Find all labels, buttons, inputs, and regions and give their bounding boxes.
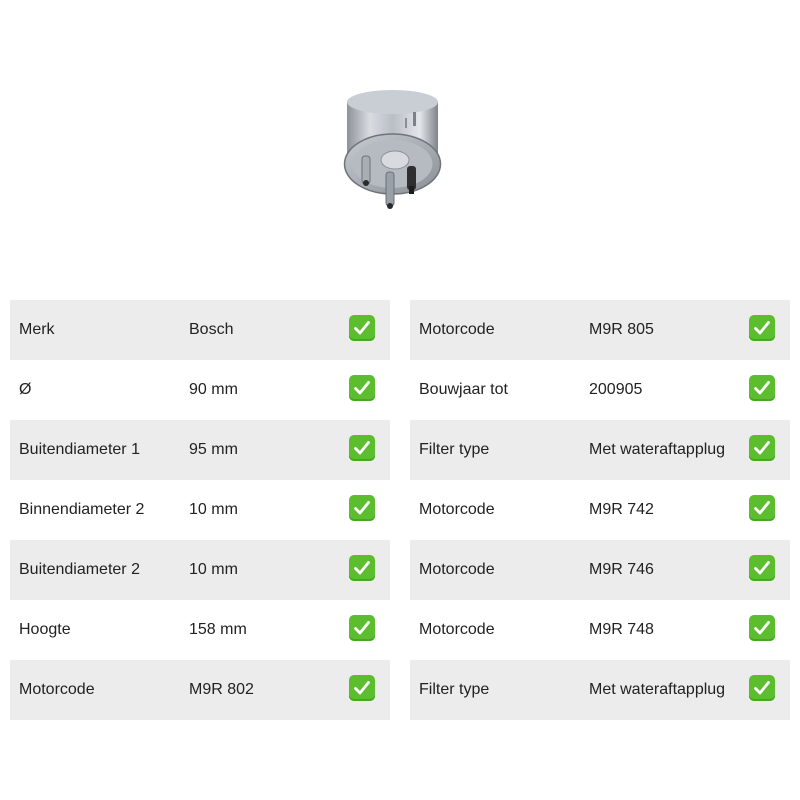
row-value: M9R 746 (589, 561, 654, 578)
row-value: 95 mm (189, 441, 238, 458)
row-label: Buitendiameter 2 (19, 561, 140, 578)
check-mark-icon (349, 435, 375, 461)
row-label: Hoogte (19, 621, 71, 638)
table-row (410, 480, 790, 540)
check-mark-icon (749, 615, 775, 641)
row-label: Bouwjaar tot (419, 381, 508, 398)
table-row (10, 360, 390, 420)
check-mark-icon (749, 495, 775, 521)
table-row (410, 420, 790, 480)
table-row (410, 540, 790, 600)
check-mark-icon (749, 555, 775, 581)
row-value: 200905 (589, 381, 643, 398)
table-row (10, 660, 390, 720)
row-label: Binnendiameter 2 (19, 501, 145, 518)
row-value: M9R 742 (589, 501, 654, 518)
row-label: Ø (19, 381, 32, 398)
row-label: Merk (19, 321, 55, 338)
fuel-filter-image (335, 82, 450, 222)
spec-table-right (410, 300, 790, 720)
check-mark-icon (749, 375, 775, 401)
row-value: Bosch (189, 321, 234, 338)
check-mark-icon (349, 555, 375, 581)
row-label: Motorcode (19, 681, 95, 698)
row-label: Buitendiameter 1 (19, 441, 140, 458)
row-value: 158 mm (189, 621, 247, 638)
table-row (10, 480, 390, 540)
check-mark-icon (749, 435, 775, 461)
row-value: 10 mm (189, 501, 238, 518)
row-label: Motorcode (419, 321, 495, 338)
row-value: 90 mm (189, 381, 238, 398)
spec-table-left (10, 300, 390, 720)
table-row (10, 600, 390, 660)
table-row (10, 300, 390, 360)
row-label: Motorcode (419, 621, 495, 638)
row-value: M9R 748 (589, 621, 654, 638)
table-row (410, 660, 790, 720)
check-mark-icon (349, 495, 375, 521)
check-mark-icon (749, 315, 775, 341)
table-row (410, 300, 790, 360)
check-mark-icon (349, 615, 375, 641)
row-value: Met wateraftapplug (589, 441, 726, 458)
row-value: M9R 802 (189, 681, 254, 698)
row-label: Filter type (419, 441, 490, 458)
table-row (10, 420, 390, 480)
row-value: Met wateraftapplug (589, 681, 726, 698)
table-row (410, 360, 790, 420)
check-mark-icon (349, 315, 375, 341)
check-mark-icon (349, 375, 375, 401)
table-row (410, 600, 790, 660)
row-label: Filter type (419, 681, 490, 698)
check-mark-icon (349, 675, 375, 701)
check-mark-icon (749, 675, 775, 701)
table-row (10, 540, 390, 600)
row-label: Motorcode (419, 561, 495, 578)
row-value: 10 mm (189, 561, 238, 578)
row-label: Motorcode (419, 501, 495, 518)
row-value: M9R 805 (589, 321, 654, 338)
